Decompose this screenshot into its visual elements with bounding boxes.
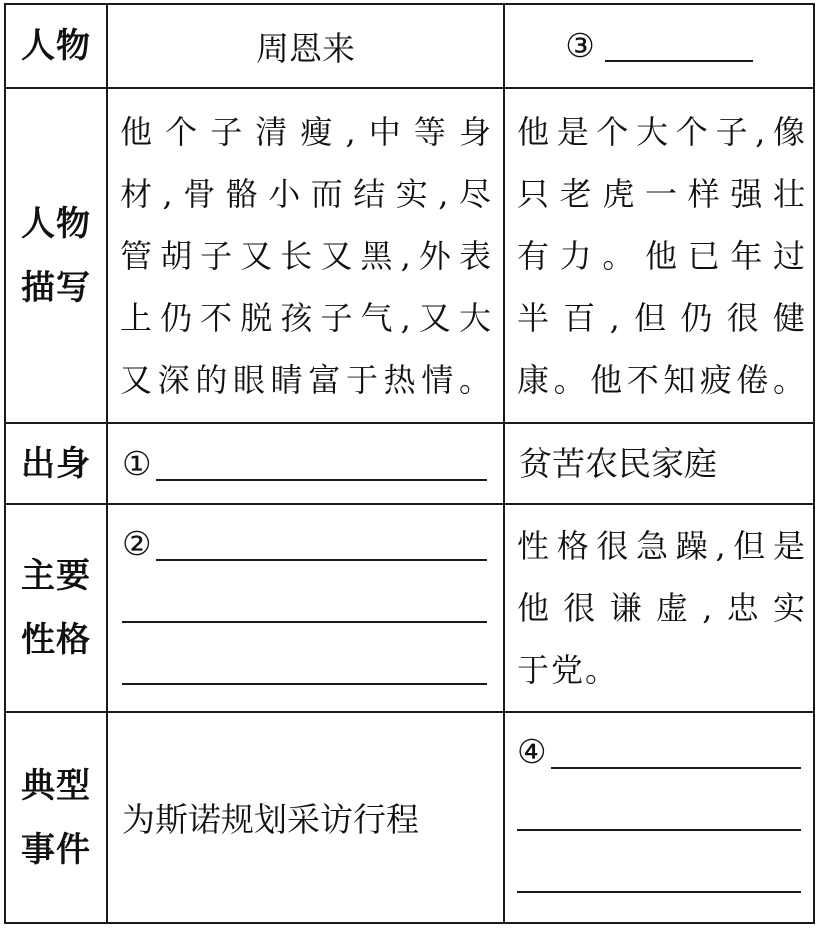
events-b-cell xyxy=(504,712,814,923)
row-label-description: 人物描写 xyxy=(21,203,91,308)
events-b-blanks xyxy=(505,713,813,907)
answer-blank-4-line-2[interactable] xyxy=(517,827,801,831)
answer-blank-4-line-1[interactable] xyxy=(551,765,801,769)
personality-b-line: 性格很急躁,但是 xyxy=(517,527,807,565)
description-b-text xyxy=(505,101,813,411)
events-a-cell xyxy=(107,712,504,923)
personality-a-blank-row xyxy=(122,513,487,575)
personality-a-blank-row xyxy=(122,575,487,637)
answer-blank-3[interactable] xyxy=(605,30,753,62)
person-a-header-cell xyxy=(107,4,504,88)
events-row xyxy=(5,712,814,923)
blank-marker-3: ③ xyxy=(565,26,595,65)
description-label-cell xyxy=(5,88,107,423)
origin-a-blank-row xyxy=(108,433,503,495)
events-b-blank-row xyxy=(517,721,801,783)
header-label-cell xyxy=(5,4,107,88)
blank-marker-1: ① xyxy=(122,443,152,483)
description-b-cell xyxy=(504,88,814,423)
events-label-cell xyxy=(5,712,107,923)
origin-label-cell xyxy=(5,423,107,504)
comparison-table xyxy=(4,3,815,924)
blank-marker-4: ④ xyxy=(517,732,547,771)
personality-a-blank-row xyxy=(122,637,487,699)
description-a-line: 管胡子又长又黑,外表 xyxy=(120,236,493,275)
events-b-blank-row xyxy=(517,845,801,907)
description-b-line: 有力。他已年过 xyxy=(517,236,807,275)
personality-b-line: 于党。 xyxy=(517,651,620,689)
header-row xyxy=(5,4,814,88)
personality-b-text xyxy=(505,515,813,701)
description-row xyxy=(5,88,814,423)
origin-b-cell xyxy=(504,423,814,504)
origin-a-cell xyxy=(107,423,504,504)
personality-b-cell xyxy=(504,504,814,712)
row-label-personality: 主要性格 xyxy=(21,556,91,660)
description-a-cell xyxy=(107,88,504,423)
answer-blank-2-line-1[interactable] xyxy=(156,557,487,561)
description-a-line: 他个子清瘦,中等身 xyxy=(120,112,493,151)
answer-blank-2-line-2[interactable] xyxy=(122,619,487,623)
events-b-blank-row xyxy=(517,783,801,845)
description-a-line: 材,骨骼小而结实,尽 xyxy=(120,174,493,213)
answer-blank-1[interactable] xyxy=(156,477,487,481)
origin-b-text: 贫苦农民家庭 xyxy=(519,443,717,483)
person-b-header-cell xyxy=(504,4,814,88)
blank-marker-2: ② xyxy=(122,524,152,563)
description-b-line: 康。他不知疲倦。 xyxy=(517,360,807,399)
row-label-origin: 出身 xyxy=(21,443,91,484)
row-label-events: 典型事件 xyxy=(21,765,91,870)
personality-a-blanks xyxy=(108,505,503,699)
origin-row xyxy=(5,423,814,504)
row-label-person: 人物 xyxy=(21,26,91,66)
description-a-text xyxy=(108,101,503,411)
description-a-line: 上仍不脱孩子气,又大 xyxy=(120,298,493,337)
events-a-text: 为斯诺规划采访行程 xyxy=(122,800,419,839)
description-b-line: 只老虎一样强壮 xyxy=(517,174,807,213)
personality-label-cell xyxy=(5,504,107,712)
description-a-line: 又深的眼睛富于热情。 xyxy=(120,360,493,399)
personality-a-cell xyxy=(107,504,504,712)
personality-row xyxy=(5,504,814,712)
description-b-line: 他是个大个子,像 xyxy=(517,112,807,151)
answer-blank-2-line-3[interactable] xyxy=(122,681,487,685)
description-b-line: 半百,但仍很健 xyxy=(517,298,807,337)
answer-blank-4-line-3[interactable] xyxy=(517,889,801,893)
person-a-name: 周恩来 xyxy=(256,28,355,68)
personality-b-line: 他很谦虚,忠实 xyxy=(517,589,807,627)
